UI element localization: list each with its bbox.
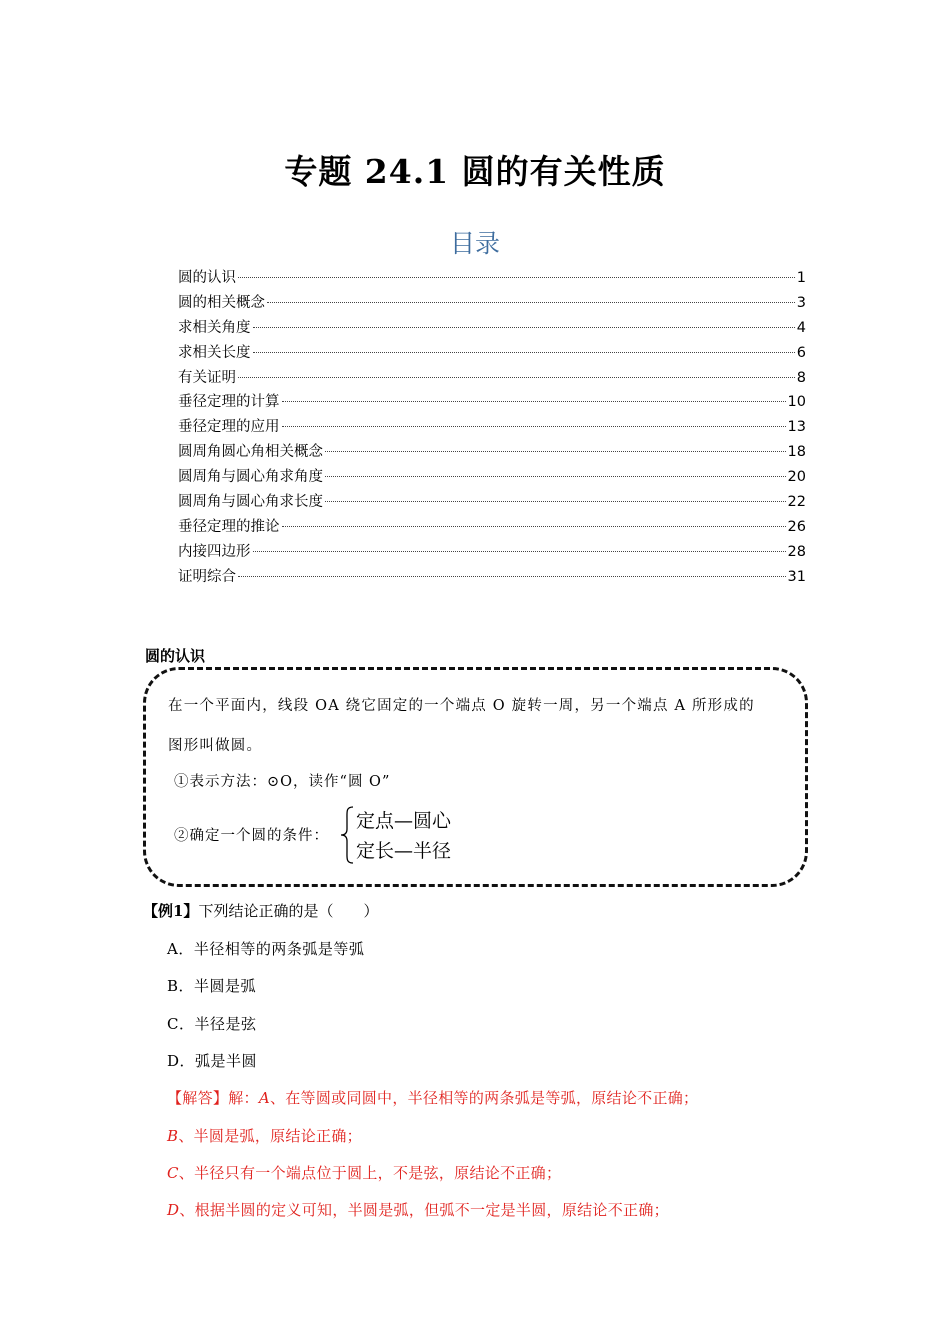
answer-line-b	[167, 1125, 362, 1146]
toc-leader-dots	[238, 277, 795, 278]
answer-tag: 【解答】	[167, 1089, 229, 1107]
condition-radius: 定长—半径	[356, 840, 452, 862]
option-c: C．半径是弦	[167, 1015, 257, 1033]
answer-line-d	[167, 1199, 669, 1220]
toc-item-label: 垂径定理的计算	[178, 394, 280, 411]
toc-item[interactable]	[178, 266, 806, 291]
toc-item-label: 证明综合	[178, 568, 236, 585]
toc-item-label: 圆周角与圆心角求长度	[178, 494, 323, 511]
toc-item[interactable]	[178, 440, 806, 465]
toc-item[interactable]	[178, 415, 806, 440]
example-question	[143, 900, 378, 921]
option-d: D．弧是半圆	[167, 1052, 258, 1070]
toc-item[interactable]	[178, 465, 806, 490]
toc-item-page: 22	[787, 494, 806, 511]
answer-line-c	[167, 1162, 561, 1183]
answer-text: 、根据半圆的定义可知，半圆是弧，但弧不一定是半圆，原结论不正确；	[179, 1201, 669, 1219]
toc-item-label: 垂径定理的应用	[178, 419, 280, 436]
toc-item-label: 圆的认识	[178, 270, 236, 286]
answer-text: 、半圆是弧，原结论正确；	[178, 1127, 362, 1145]
conditions-label: ②确定一个圆的条件：	[174, 828, 329, 844]
option-b: B．半圆是弧	[167, 977, 257, 995]
toc-item[interactable]	[178, 490, 806, 515]
page-title: 专题 24.1 圆的有关性质	[284, 152, 666, 191]
answer-intro: 解：	[228, 1089, 259, 1107]
toc-item[interactable]	[178, 316, 806, 341]
toc-item-label: 内接四边形	[178, 543, 251, 560]
toc-leader-dots	[282, 426, 786, 427]
example-question-text: 下列结论正确的是（ ）	[198, 902, 379, 920]
answer-line-a	[167, 1087, 698, 1108]
toc-item[interactable]	[178, 291, 806, 316]
toc-heading: 目录	[449, 229, 500, 258]
option-a: A．半径相等的两条弧是等弧	[167, 940, 365, 958]
toc-leader-dots	[325, 476, 786, 477]
toc-leader-dots	[325, 451, 786, 452]
answer-text: 、半径只有一个端点位于圆上，不是弦，原结论不正确；	[178, 1164, 562, 1182]
toc-item[interactable]	[178, 390, 806, 415]
toc-item-page: 18	[787, 444, 806, 461]
notation-text: ①表示方法：⊙O，读作“圆 O”	[174, 774, 391, 790]
condition-center: 定点—圆心	[356, 810, 452, 832]
toc-leader-dots	[238, 377, 795, 378]
toc-leader-dots	[253, 551, 786, 552]
toc-item[interactable]	[178, 540, 806, 565]
toc-leader-dots	[238, 576, 786, 577]
toc-item-page: 4	[796, 319, 806, 336]
toc-item-label: 圆周角圆心角相关概念	[178, 444, 323, 461]
toc-item-label: 求相关角度	[178, 319, 251, 336]
toc-item-page: 3	[796, 294, 806, 311]
toc-item-label: 圆周角与圆心角求角度	[178, 469, 323, 486]
left-brace-icon	[340, 806, 356, 864]
toc-item[interactable]	[178, 366, 806, 391]
section-heading: 圆的认识	[145, 647, 206, 665]
toc-item-label: 圆的相关概念	[178, 294, 265, 311]
table-of-contents	[178, 266, 806, 590]
toc-item[interactable]	[178, 341, 806, 366]
example-tag: 【例1】	[143, 902, 199, 920]
toc-leader-dots	[325, 501, 786, 502]
answer-letter: A	[258, 1089, 270, 1107]
toc-leader-dots	[267, 302, 795, 303]
toc-leader-dots	[253, 327, 795, 328]
toc-leader-dots	[253, 352, 795, 353]
toc-item-page: 20	[787, 469, 806, 486]
toc-item-label: 有关证明	[178, 369, 236, 386]
definition-text-continued: 图形叫做圆。	[168, 738, 263, 754]
toc-item-page: 26	[787, 518, 806, 535]
definition-text: 在一个平面内，线段 OA 绕它固定的一个端点 O 旋转一周，另一个端点 A 所形成的	[168, 698, 755, 714]
toc-item-label: 垂径定理的推论	[178, 518, 280, 535]
toc-item-page: 8	[796, 369, 806, 386]
answer-letter: C	[167, 1164, 179, 1182]
toc-item-page: 28	[787, 543, 806, 560]
toc-item-page: 31	[787, 568, 806, 585]
toc-item-page: 6	[796, 344, 806, 361]
answer-letter: B	[167, 1127, 179, 1145]
toc-leader-dots	[282, 526, 786, 527]
toc-item[interactable]	[178, 515, 806, 540]
toc-item-page: 1	[796, 270, 806, 286]
answer-letter: D	[167, 1201, 180, 1219]
toc-item[interactable]	[178, 565, 806, 590]
answer-text: 、在等圆或同圆中，半径相等的两条弧是等弧，原结论不正确；	[269, 1089, 699, 1107]
toc-item-page: 13	[787, 419, 806, 436]
toc-item-page: 10	[787, 394, 806, 411]
toc-leader-dots	[282, 401, 786, 402]
toc-item-label: 求相关长度	[178, 344, 251, 361]
